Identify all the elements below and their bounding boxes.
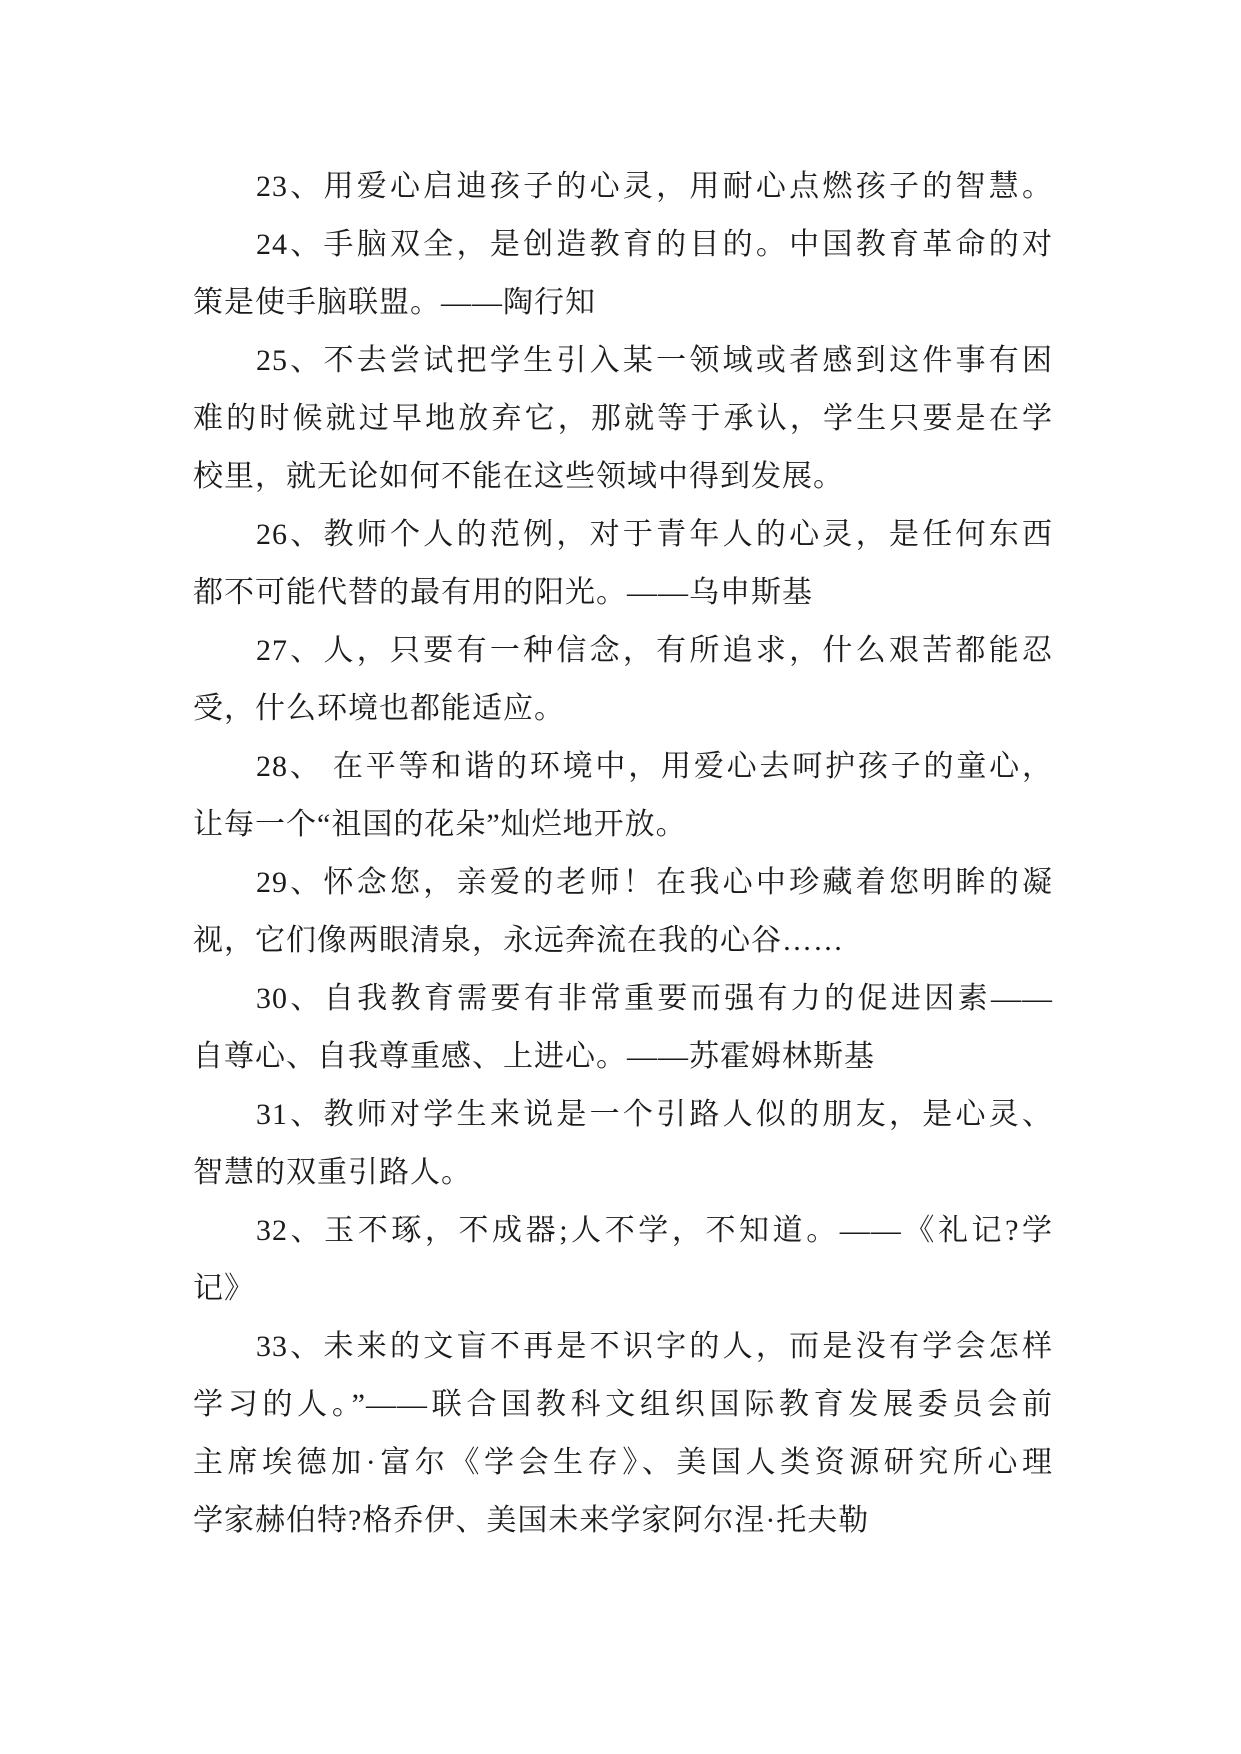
text-body [193, 158, 1053, 1550]
paragraph-26 [193, 506, 1053, 622]
text-line: 33、未来的文盲不再是不识字的人，而是没有学会怎样 [256, 1330, 1053, 1363]
paragraph-33 [193, 1318, 1053, 1550]
text-line: 23、用爱心启迪孩子的心灵，用耐心点燃孩子的智慧。 [256, 170, 1053, 203]
text-line: 26、教师个人的范例，对于青年人的心灵，是任何东西 [256, 518, 1053, 551]
text-line: 策是使手脑联盟。——陶行知 [193, 286, 596, 319]
paragraph-25 [193, 332, 1053, 506]
text-line: 学家赫伯特?格乔伊、美国未来学家阿尔涅·托夫勒 [193, 1504, 870, 1537]
text-line: 智慧的双重引路人。 [193, 1156, 472, 1189]
text-line: 29、怀念您，亲爱的老师！在我心中珍藏着您明眸的凝 [256, 866, 1053, 899]
paragraph-32 [193, 1202, 1053, 1318]
text-line: 自尊心、自我尊重感、上进心。——苏霍姆林斯基 [193, 1040, 875, 1073]
text-line: 27、人，只要有一种信念，有所追求，什么艰苦都能忍 [256, 634, 1053, 667]
text-line: 25、不去尝试把学生引入某一领域或者感到这件事有困 [256, 344, 1053, 377]
text-line: 校里，就无论如何不能在这些领域中得到发展。 [193, 460, 844, 493]
text-line: 28、 在平等和谐的环境中，用爱心去呵护孩子的童心， [256, 750, 1053, 783]
paragraph-27 [193, 622, 1053, 738]
paragraph-23 [193, 158, 1053, 216]
text-line: 32、玉不琢，不成器;人不学，不知道。——《礼记?学 [256, 1214, 1053, 1247]
paragraph-28 [193, 738, 1053, 854]
text-line: 学习的人。”——联合国教科文组织国际教育发展委员会前 [193, 1388, 1053, 1421]
paragraph-31 [193, 1086, 1053, 1202]
paragraph-24 [193, 216, 1053, 332]
text-line: 难的时候就过早地放弃它，那就等于承认，学生只要是在学 [193, 402, 1053, 435]
text-line: 24、手脑双全，是创造教育的目的。中国教育革命的对 [256, 228, 1053, 261]
text-line: 都不可能代替的最有用的阳光。——乌申斯基 [193, 576, 813, 609]
text-line: 记》 [193, 1272, 255, 1305]
text-line: 受，什么环境也都能适应。 [193, 692, 565, 725]
text-line: 主席埃德加·富尔《学会生存》、美国人类资源研究所心理 [193, 1446, 1053, 1479]
paragraph-29 [193, 854, 1053, 970]
paragraph-30 [193, 970, 1053, 1086]
text-line: 31、教师对学生来说是一个引路人似的朋友，是心灵、 [256, 1098, 1053, 1131]
text-line: 视，它们像两眼清泉，永远奔流在我的心谷…… [193, 924, 844, 957]
text-line: 让每一个“祖国的花朵”灿烂地开放。 [193, 808, 687, 841]
text-line: 30、自我教育需要有非常重要而强有力的促进因素—— [256, 982, 1053, 1015]
